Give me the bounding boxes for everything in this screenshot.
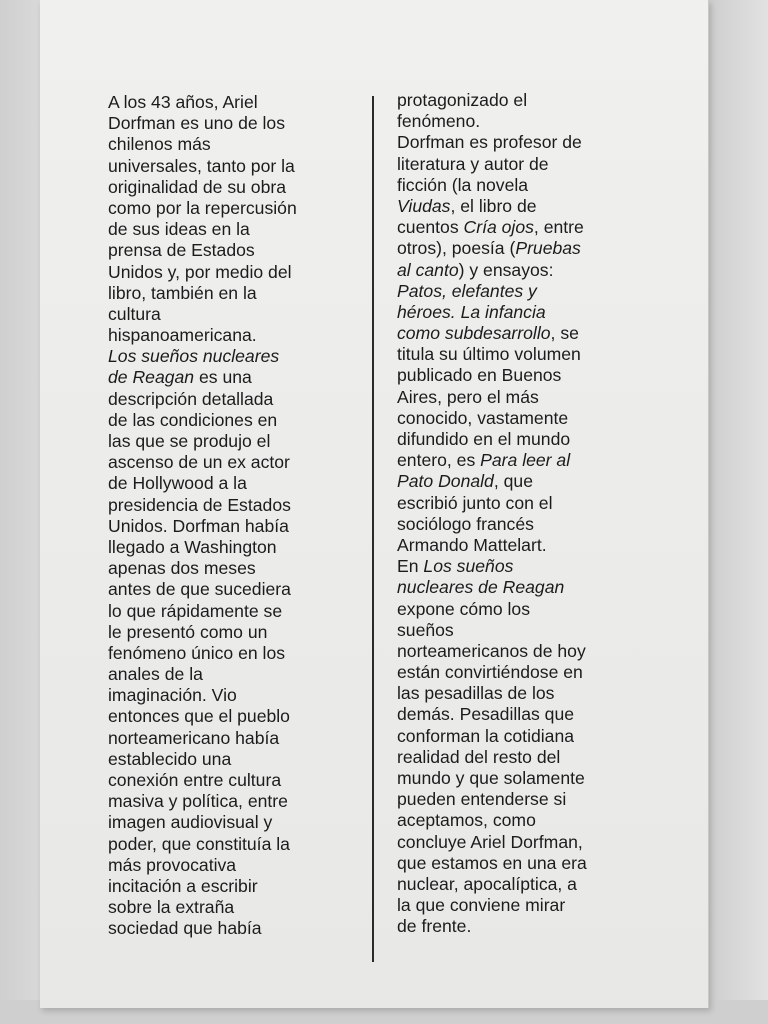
text-segment: conocido, vastamente [397, 407, 569, 428]
text-line [397, 853, 652, 874]
text-line [108, 219, 360, 240]
text-line [108, 728, 360, 749]
text-line [397, 768, 652, 789]
text-segment: están convirtiéndose en [397, 662, 583, 683]
column-divider [372, 96, 374, 962]
text-line [108, 749, 360, 770]
text-segment: conforman la cotidiana [397, 725, 575, 746]
text-segment: Dorfman es uno de los [108, 113, 286, 134]
text-line [397, 895, 652, 916]
text-line [108, 516, 360, 537]
text-segment: , el libro de [450, 195, 537, 216]
text-line [108, 537, 360, 558]
text-segment: ficción (la novela [397, 174, 529, 195]
text-segment: publicado en Buenos [397, 365, 562, 386]
text-segment: más provocativa [108, 854, 237, 875]
text-segment: , entre [533, 217, 584, 238]
text-line [108, 579, 360, 600]
text-segment: demás. Pesadillas que [397, 704, 575, 725]
italic-text-segment: Para leer al [480, 450, 571, 471]
text-segment: sobre la extraña [108, 897, 235, 918]
text-segment: lo que rápidamente se [108, 600, 283, 621]
text-line [397, 387, 652, 408]
text-line [397, 281, 652, 302]
text-line [108, 92, 360, 113]
italic-text-segment: Patos, elefantes y [397, 280, 537, 301]
text-segment: imagen audiovisual y [108, 812, 273, 833]
italic-text-segment: héroes. La infancia [397, 301, 546, 322]
text-segment: libro, también en la [108, 282, 257, 303]
text-segment: ascenso de un ex actor [108, 452, 290, 473]
text-segment: masiva y política, entre [108, 791, 288, 812]
text-segment: realidad del resto del [397, 746, 561, 767]
text-line [397, 238, 652, 259]
text-line [108, 346, 360, 367]
text-segment: es una [194, 367, 252, 388]
text-line [108, 262, 360, 283]
text-segment: imaginación. Vio [108, 685, 237, 706]
text-line [397, 175, 652, 196]
text-segment: entero, es [397, 450, 481, 471]
text-line [108, 622, 360, 643]
text-line [397, 111, 652, 132]
italic-text-segment: Viudas [397, 195, 451, 216]
text-line [397, 535, 652, 556]
text-line [397, 704, 652, 725]
text-segment: Dorfman es profesor de [397, 132, 582, 153]
italic-text-segment: Pato Donald [397, 471, 494, 492]
text-line [108, 113, 360, 134]
italic-text-segment: Cría ojos [463, 217, 534, 238]
text-segment: entonces que el pueblo [108, 706, 290, 727]
text-segment: incitación a escribir [108, 875, 258, 896]
text-line [397, 408, 652, 429]
text-segment: establecido una [108, 748, 232, 769]
book-back-cover [40, 0, 709, 1008]
text-segment: ) y ensayos: [458, 259, 554, 280]
text-segment: hispanoamericana. [108, 325, 257, 346]
text-line [108, 304, 360, 325]
text-segment: titula su último volumen [397, 344, 581, 365]
text-line [397, 154, 652, 175]
text-segment: antes de que sucediera [108, 579, 291, 600]
text-segment: Armando Mattelart. [397, 534, 547, 555]
text-line [108, 706, 360, 727]
text-line [108, 643, 360, 664]
text-segment: apenas dos meses [108, 558, 256, 579]
text-segment: descripción detallada [108, 388, 274, 409]
text-line [108, 367, 360, 388]
text-segment: como por la repercusión [108, 197, 297, 218]
right-text-column [397, 90, 652, 938]
text-segment: cultura [108, 303, 161, 324]
text-segment: Unidos y, por medio del [108, 261, 292, 282]
text-segment: de Hollywood a la [108, 473, 247, 494]
text-line [397, 599, 652, 620]
text-line [108, 897, 360, 918]
text-line [108, 473, 360, 494]
background-right [706, 0, 768, 1024]
text-line [397, 747, 652, 768]
text-line [108, 601, 360, 622]
italic-text-segment: como subdesarrollo [397, 323, 551, 344]
text-segment: de frente. [397, 916, 472, 937]
text-segment: originalidad de su obra [108, 176, 287, 197]
text-line [397, 260, 652, 281]
text-line [397, 832, 652, 853]
text-segment: , se [550, 323, 579, 344]
text-segment: conexión entre cultura [108, 770, 282, 790]
text-line [108, 389, 360, 410]
text-line [108, 791, 360, 812]
text-line [397, 471, 652, 492]
text-line [397, 90, 652, 111]
text-segment: que estamos en una era [397, 852, 587, 873]
text-segment: A los 43 años, Ariel [108, 92, 258, 112]
text-line [397, 132, 652, 153]
text-line [397, 556, 652, 577]
text-line [397, 577, 652, 598]
text-line [108, 558, 360, 579]
text-line [397, 302, 652, 323]
text-line [397, 196, 652, 217]
text-line [397, 493, 652, 514]
text-line [397, 810, 652, 831]
text-line [108, 876, 360, 897]
text-line [397, 641, 652, 662]
text-line [397, 620, 652, 641]
text-line [108, 177, 360, 198]
text-segment: escribió junto con el [397, 492, 553, 513]
italic-text-segment: al canto [397, 259, 459, 280]
text-segment: sueños [397, 619, 454, 640]
text-line [397, 514, 652, 535]
text-line [108, 198, 360, 219]
text-line [397, 365, 652, 386]
text-line [108, 431, 360, 452]
text-segment: nuclear, apocalíptica, a [397, 873, 577, 894]
text-segment: pueden entenderse si [397, 789, 567, 810]
text-segment: le presentó como un [108, 621, 268, 642]
text-segment: mundo y que solamente [397, 768, 585, 788]
text-segment: Aires, pero el más [397, 386, 539, 407]
text-line [397, 217, 652, 238]
text-line [397, 344, 652, 365]
text-segment: llegado a Washington [108, 536, 277, 557]
text-line [397, 726, 652, 747]
text-segment: de las condiciones en [108, 409, 278, 430]
text-line [108, 410, 360, 431]
left-text-column [108, 92, 360, 940]
text-line [108, 812, 360, 833]
text-segment: norteamericanos de hoy [397, 640, 586, 661]
italic-text-segment: Pruebas [515, 238, 581, 259]
text-segment: sociedad que había [108, 918, 262, 939]
text-line [397, 323, 652, 344]
text-line [397, 450, 652, 471]
text-segment: chilenos más [108, 134, 211, 155]
text-segment: Unidos. Dorfman había [108, 515, 289, 536]
text-line [397, 874, 652, 895]
text-segment: la que conviene mirar [397, 895, 566, 916]
text-line [108, 134, 360, 155]
text-line [397, 916, 652, 937]
text-line [397, 789, 652, 810]
text-line [108, 685, 360, 706]
text-line [108, 452, 360, 473]
text-segment: concluye Ariel Dorfman, [397, 831, 583, 852]
text-segment: las que se produjo el [108, 431, 271, 451]
text-segment: poder, que constituía la [108, 833, 290, 854]
text-line [397, 683, 652, 704]
text-line [108, 834, 360, 855]
text-line [108, 918, 360, 939]
text-segment: de sus ideas en la [108, 219, 250, 240]
italic-text-segment: de Reagan [108, 367, 195, 388]
background-left [0, 0, 44, 1024]
text-segment: aceptamos, como [397, 810, 536, 831]
text-line [108, 664, 360, 685]
text-segment: otros), poesía ( [397, 238, 516, 259]
italic-text-segment: nucleares de Reagan [397, 577, 565, 598]
text-segment: cuentos [397, 217, 464, 238]
text-segment: universales, tanto por la [108, 155, 295, 176]
text-segment: protagonizado el [397, 90, 528, 110]
italic-text-segment: Los sueños nucleares [108, 346, 280, 367]
text-line [108, 770, 360, 791]
text-segment: sociólogo francés [397, 513, 534, 534]
text-segment: anales de la [108, 664, 203, 685]
text-segment: norteamericano había [108, 727, 280, 748]
text-line [108, 325, 360, 346]
text-line [108, 855, 360, 876]
text-segment: , que [493, 471, 533, 492]
text-line [108, 495, 360, 516]
text-segment: las pesadillas de los [397, 683, 555, 704]
text-segment: literatura y autor de [397, 153, 549, 174]
italic-text-segment: Los sueños [423, 556, 514, 577]
text-segment: En [397, 556, 424, 577]
text-line [108, 156, 360, 177]
text-segment: presidencia de Estados [108, 494, 291, 515]
text-segment: expone cómo los [397, 598, 531, 619]
text-line [397, 662, 652, 683]
text-segment: difundido en el mundo [397, 429, 571, 449]
text-segment: fenómeno único en los [108, 642, 286, 663]
text-line [108, 283, 360, 304]
text-line [108, 240, 360, 261]
text-segment: prensa de Estados [108, 240, 255, 261]
text-segment: fenómeno. [397, 111, 481, 132]
text-line [397, 429, 652, 450]
